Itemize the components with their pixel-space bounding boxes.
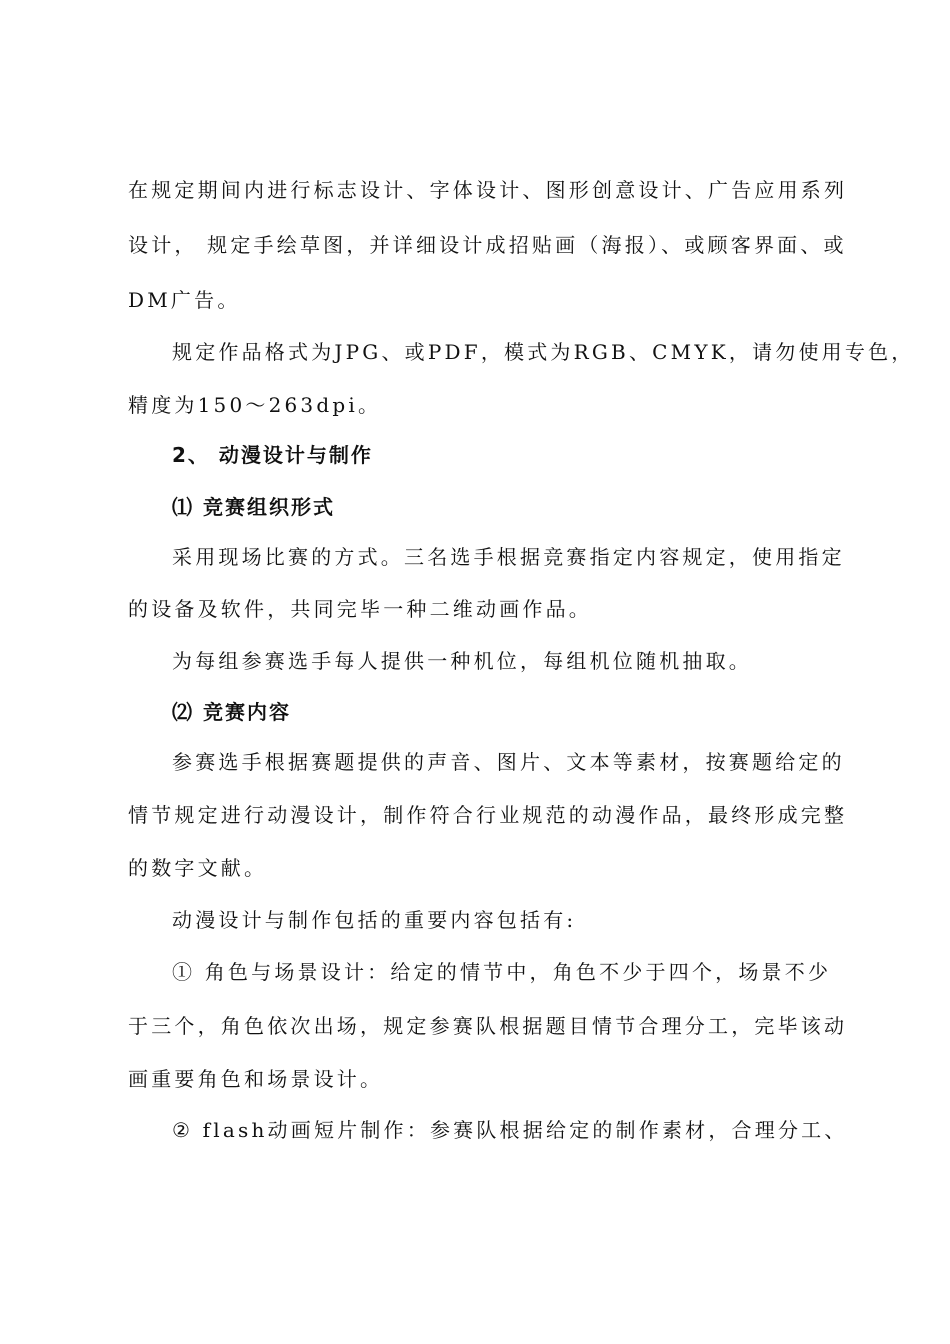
section-heading: 2、 动漫设计与制作 [172, 443, 373, 467]
paragraph-line: 画重要角色和场景设计。 [128, 1067, 384, 1091]
paragraph-line: 精度为150～263dpi。 [128, 393, 382, 417]
paragraph-line: 为每组参赛选手每人提供一种机位，每组机位随机抽取。 [172, 649, 752, 673]
paragraph-line: 的设备及软件，共同完毕一种二维动画作品。 [128, 597, 592, 621]
paragraph-line: 采用现场比赛的方式。三名选手根据竞赛指定内容规定，使用指定 [172, 545, 845, 569]
paragraph-line: 在规定期间内进行标志设计、字体设计、图形创意设计、广告应用系列 [128, 178, 848, 202]
subsection-heading: ⑴ 竞赛组织形式 [172, 495, 335, 519]
paragraph-line: 于三个，角色依次出场，规定参赛队根据题目情节合理分工，完毕该动 [128, 1014, 848, 1038]
list-item-line: ① 角色与场景设计：给定的情节中，角色不少于四个，场景不少 [172, 960, 832, 984]
paragraph-line: 情节规定进行动漫设计，制作符合行业规范的动漫作品，最终形成完整 [128, 803, 848, 827]
paragraph-line: 的数字文献。 [128, 856, 268, 880]
paragraph-line: 规定作品格式为JPG、或PDF，模式为RGB、CMYK，请勿使用专色， [172, 340, 915, 364]
list-item-line: ② flash动画短片制作：参赛队根据给定的制作素材，合理分工、 [172, 1118, 848, 1142]
paragraph-line: 设计， 规定手绘草图，并详细设计成招贴画（海报）、或顾客界面、或 [128, 233, 847, 257]
paragraph-line: DM广告。 [128, 288, 241, 312]
subsection-heading: ⑵ 竞赛内容 [172, 700, 291, 724]
paragraph-line: 参赛选手根据赛题提供的声音、图片、文本等素材，按赛题给定的 [172, 750, 845, 774]
paragraph-line: 动漫设计与制作包括的重要内容包括有: [172, 908, 577, 932]
